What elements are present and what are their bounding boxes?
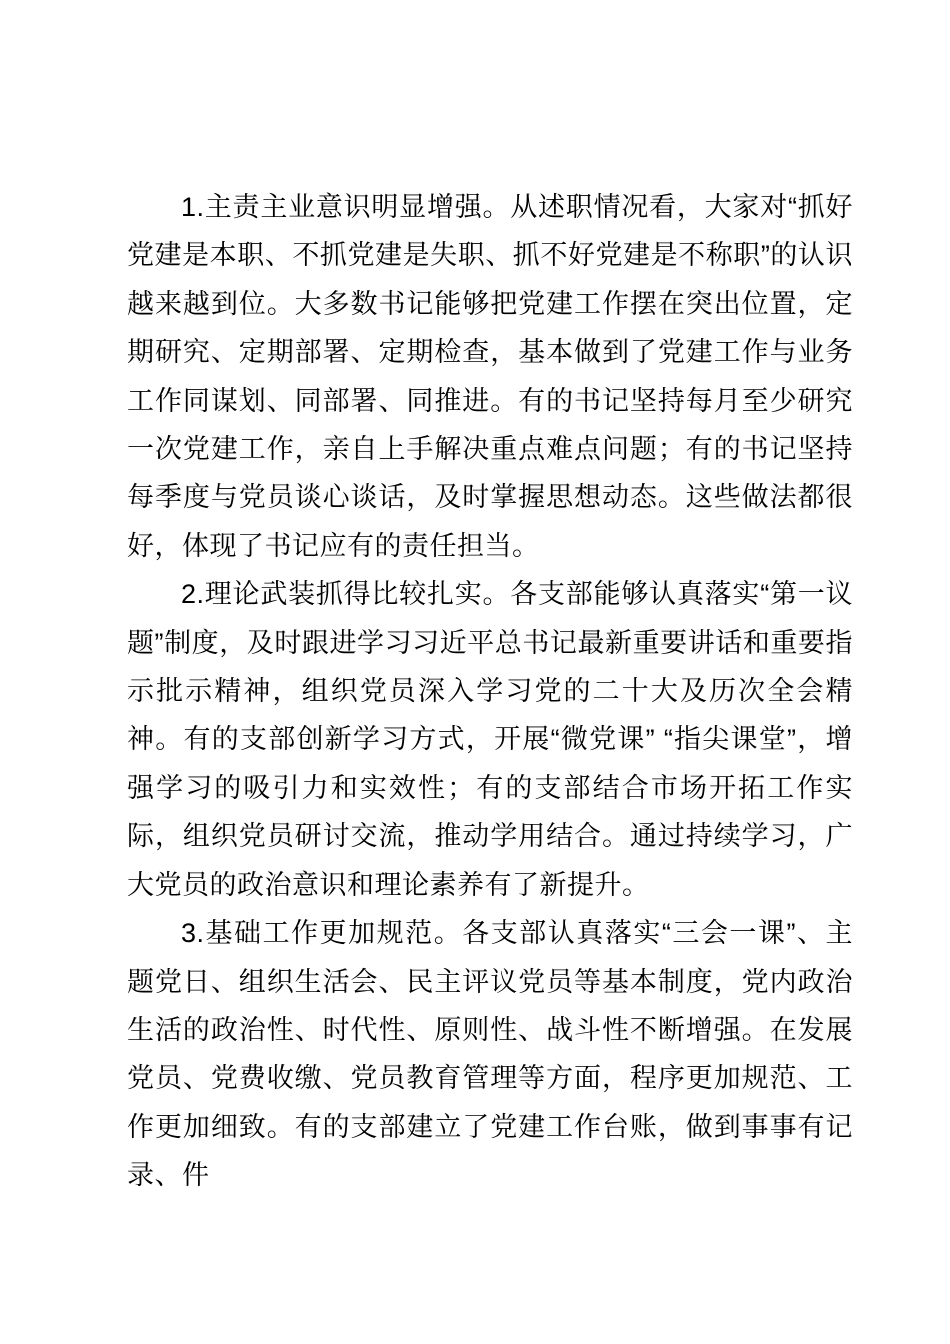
document-body (127, 183, 853, 1200)
paragraph-1: 1.主责主业意识明显增强。从述职情况看，大家对“抓好党建是本职、不抓党建是失职、抓不好党建是不称职”的认识越来越到位。大多数书记能够把党建工作摆在突出位置，定期研究、定期部署、定期检查，基本做到了党建工作与业务工作同谋划、同部署、同推进。有的书记坚持每月至少研究一次党建工作，亲自上手解决重点难点问题；有的书记坚持每季度与党员谈心谈话，及时掌握思想动态。这些做法都很好，体现了书记应有的责任担当。 (127, 192, 853, 561)
paragraph-3: 3.基础工作更加规范。各支部认真落实“三会一课”、主题党日、组织生活会、民主评议党员等基本制度，党内政治生活的政治性、时代性、原则性、战斗性不断增强。在发展党员、党费收缴、党员教育管理等方面，程序更加规范、工作更加细致。有的支部建立了党建工作台账，做到事事有记录、件 (127, 918, 853, 1191)
paragraph-2: 2.理论武装抓得比较扎实。各支部能够认真落实“第一议题”制度，及时跟进学习习近平总书记最新重要讲话和重要指示批示精神，组织党员深入学习党的二十大及历次全会精神。有的支部创新学习方式，开展“微党课” “指尖课堂”，增强学习的吸引力和实效性；有的支部结合市场开拓工作实际，组织党员研讨交流，推动学用结合。通过持续学习，广大党员的政治意识和理论素养有了新提升。 (127, 579, 853, 900)
